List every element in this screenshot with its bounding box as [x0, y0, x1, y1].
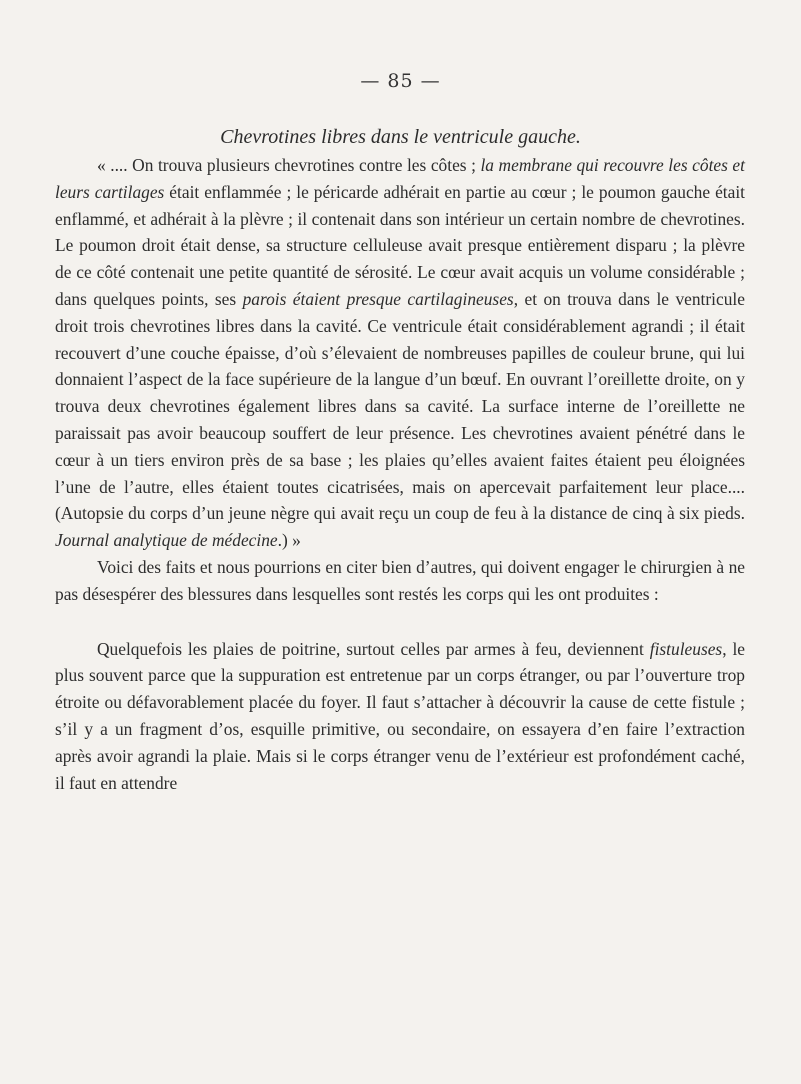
text-run: « .... On trouva plusieurs chevrotines contre les côtes ;: [97, 155, 481, 175]
emphasis-text: fistuleuses: [649, 638, 723, 659]
paragraph-autopsy-quote: [55, 152, 745, 554]
emphasis-text: parois étaient presque cartilagineuses: [242, 288, 514, 309]
paragraph-fistula: [55, 636, 745, 797]
body-text: [55, 152, 745, 796]
text-run: , et on trouva dans le ventricule droit trois chevrotines libres dans la cavité. Ce ventricule était considérablement agrandi ; il était recouvert d’une couche épaisse, d’où s’élevaient de nombreuses papilles de couleur brune, qui lui donnaient l’aspect de la face supérieure de la langue d’un bœuf. En ouvrant l’oreillette droite, on y trouva deux chevrotines également libres dans sa cavité. La surface interne de l’oreillette ne paraissait pas avoir beaucoup souffert de leur présence. Les chevrotines avaient pénétré dans le cœur à un tiers environ près de sa base ; les plaies qu’elles avaient faites étaient peu éloignées l’une de l’autre, elles étaient toutes cicatrisées, mais on apercevait parfaitement leur place.... (Autopsie du corps d’un jeune nègre qui avait reçu un coup de feu à la distance de cinq à six pieds.: [55, 288, 745, 524]
section-title: Chevrotines libres dans le ventricule gauche.: [220, 126, 581, 148]
journal-citation: Journal analytique de médecine: [55, 530, 278, 551]
page-number: — 85 —: [360, 70, 441, 92]
paragraph-conclusion: Voici des faits et nous pourrions en citer bien d’autres, qui doivent engager le chirurgien à ne pas désespérer des blessures dans lesquelles sont restés les corps qui les ont produites :: [55, 556, 745, 604]
text-run: .) »: [277, 530, 301, 551]
text-run: était enflammée ; le péricarde adhérait en partie au cœur ; le poumon gauche était enflammé, et adhérait à la plèvre ; il contenait dans son intérieur un certain nombre de chevrotines. Le poumon droit était dense, sa structure celluleuse avait presque entièrement disparu ; la plèvre de ce côté contenait une petite quantité de sérosité. Le cœur avait acquis un volume considérable ; dans quelques points, ses: [55, 181, 746, 309]
emphasis-text: la membrane qui recouvre les côtes et leurs cartilages: [55, 155, 745, 202]
text-run: , le plus souvent parce que la suppuration est entretenue par un corps étranger, ou par l’ouverture trop étroite ou défavorablement placée du foyer. Il faut s’attacher à découvrir la cause de cette fistule ; s’il y a un fragment d’os, esquille primitive, ou secondaire, on essayera d’en faire l’extraction après avoir agrandi la plaie. Mais si le corps étranger venu de l’extérieur est profondément caché, il faut en attendre: [55, 638, 746, 793]
text-run: Quelquefois les plaies de poitrine, surtout celles par armes à feu, deviennent: [97, 638, 650, 659]
